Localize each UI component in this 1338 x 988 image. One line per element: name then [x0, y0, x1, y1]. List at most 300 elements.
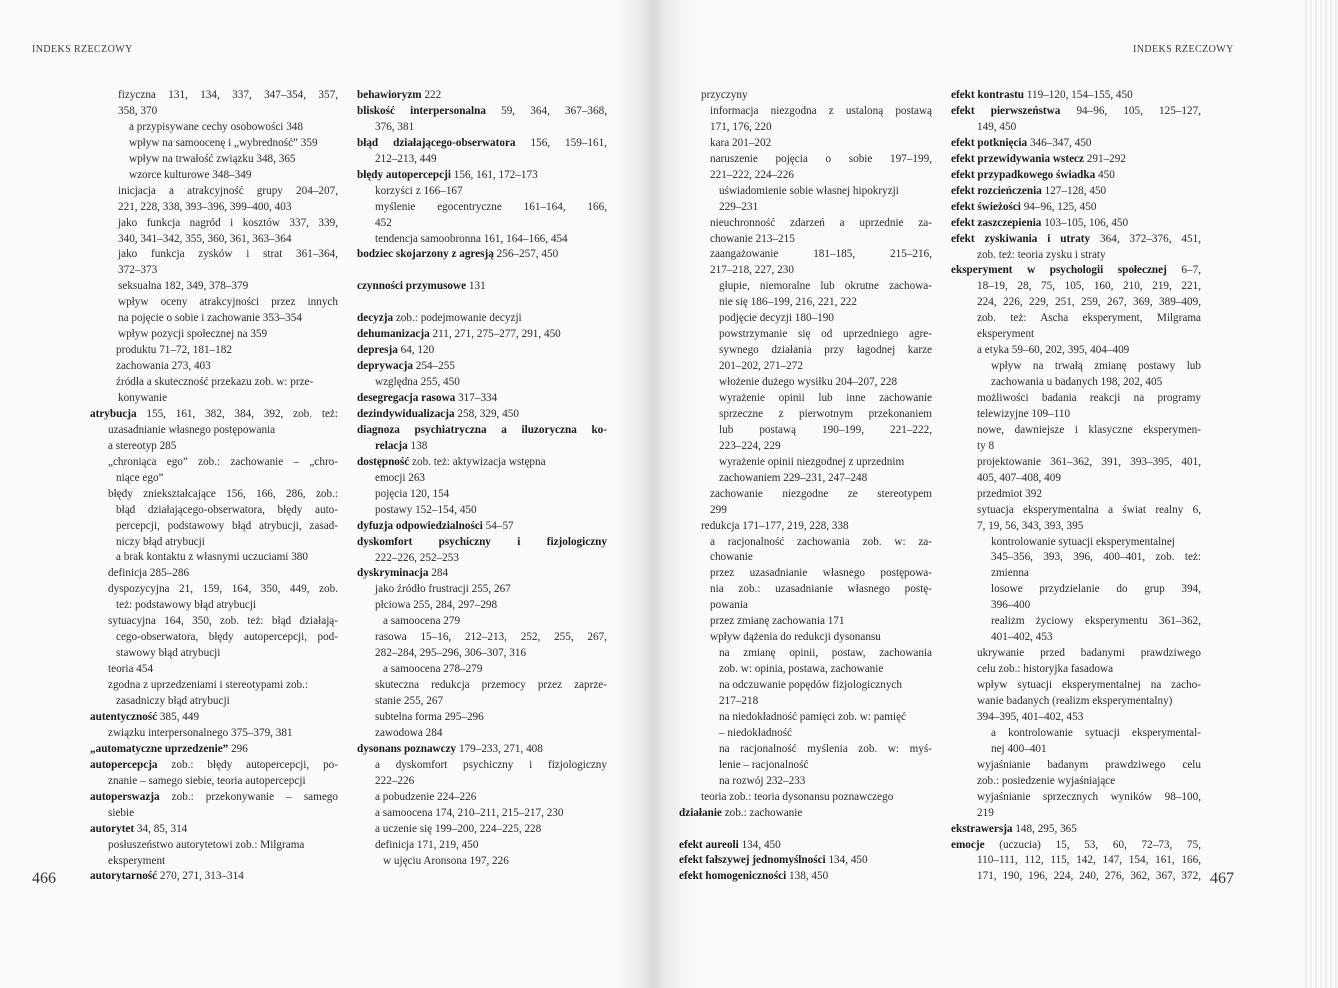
- index-subentry: [90, 582, 338, 598]
- index-text: projektowanie 361–362, 391, 393–395, 401,: [977, 455, 1201, 468]
- index-text: 138: [407, 439, 428, 452]
- index-text: 450: [1095, 168, 1115, 181]
- index-entry: [357, 104, 607, 120]
- index-text: 317–334: [455, 392, 498, 405]
- index-text: chowanie: [710, 551, 753, 564]
- index-text: 258, 329, 450: [454, 407, 519, 420]
- index-subentry: [90, 503, 338, 519]
- index-text: myślenie egocentryczne 161–164, 166,: [375, 200, 607, 213]
- index-term: autentyczność: [90, 710, 158, 723]
- index-term: deprywacja: [357, 360, 413, 373]
- index-subentry: [951, 375, 1201, 391]
- index-subentry: [90, 104, 338, 120]
- index-entry: [357, 279, 607, 295]
- index-term: emocje: [951, 838, 985, 851]
- index-entry: [357, 343, 607, 359]
- index-text: sprzeczne z pierwotnym przekonaniem: [719, 407, 932, 420]
- index-subentry: [90, 88, 338, 104]
- index-subentry: [951, 646, 1201, 662]
- index-subentry: [679, 184, 932, 200]
- index-text: możliwości badania reakcji na programy: [977, 392, 1201, 404]
- index-text: 134, 450: [825, 854, 868, 867]
- index-text: wpływ na trwałą zmianę postawy lub: [991, 360, 1201, 373]
- index-subentry: [357, 662, 607, 678]
- index-entry: [357, 423, 607, 439]
- index-text: 119–120, 154–155, 450: [1024, 89, 1133, 101]
- index-text: wpływ sytuacji eksperymentalnej na zacho-: [977, 679, 1201, 692]
- index-text: korzyści z 166–167: [375, 184, 463, 197]
- index-text: definicja 285–286: [108, 567, 190, 580]
- index-subentry: [679, 343, 932, 359]
- index-text: eksperyment: [108, 854, 166, 867]
- index-text: związku interpersonalnego 375–379, 381: [108, 726, 293, 739]
- index-subentry: [951, 790, 1201, 806]
- index-text: „chroniąca ego” zob.: zachowanie – „chro-: [108, 455, 338, 468]
- index-subentry: [357, 200, 607, 216]
- index-text: na racjonalność myślenia zob. w: myś-: [719, 742, 932, 755]
- index-text: kara 201–202: [710, 136, 772, 149]
- index-text: zasadniczy błąd atrybucji: [116, 695, 230, 708]
- index-text: powania: [710, 599, 748, 612]
- blank-line: [357, 263, 607, 279]
- index-text: 394–395, 401–402, 453: [977, 710, 1084, 723]
- index-subentry: [90, 566, 338, 582]
- page-edge: [1302, 0, 1338, 988]
- index-subentry: [951, 710, 1201, 726]
- index-subentry: [90, 678, 338, 694]
- blank-line: [679, 822, 932, 838]
- index-text: 148, 295, 365: [1012, 822, 1077, 835]
- index-text: zob.: podejmowanie decyzji: [393, 312, 522, 325]
- index-text: wpływ na trwałość związku 348, 365: [129, 152, 296, 165]
- index-text: 212–213, 449: [375, 152, 437, 165]
- index-subentry: [357, 375, 607, 391]
- index-text: wyjaśnianie badanym prawdziwego celu: [977, 758, 1201, 771]
- index-subentry: [679, 407, 932, 423]
- index-subentry: [90, 311, 338, 327]
- index-subentry: [951, 295, 1201, 311]
- index-subentry: [951, 439, 1201, 455]
- index-text: redukcja 171–177, 219, 228, 338: [701, 519, 849, 532]
- index-text: 385, 449: [157, 710, 200, 723]
- index-text: zaangażowanie 181–185, 215–216,: [710, 248, 932, 261]
- index-subentry: [90, 806, 338, 822]
- index-subentry: [90, 854, 338, 870]
- index-text: postawy 152–154, 450: [375, 503, 477, 516]
- index-text: 171, 176, 220: [710, 120, 772, 133]
- page-number-right: 467: [1210, 870, 1234, 887]
- index-text: subtelna forma 295–296: [375, 711, 484, 724]
- index-term: efekt aureoli: [679, 838, 739, 851]
- index-text: lenie – racjonalność: [719, 758, 809, 771]
- index-subentry: [679, 487, 932, 503]
- index-subentry: [951, 503, 1201, 519]
- index-subentry: [90, 279, 338, 295]
- index-text: włożenie dużego wysiłku 204–207, 228: [719, 376, 898, 389]
- index-subentry: [679, 247, 932, 263]
- index-text: uświadomienie sobie własnej hipokryzji: [719, 184, 899, 197]
- index-text: a przypisywane cechy osobowości 348: [129, 120, 303, 133]
- index-subentry: [357, 726, 607, 742]
- index-entry: [357, 535, 607, 551]
- index-term: decyzja: [357, 312, 394, 325]
- index-text: zob. w: opinia, postawa, zachowanie: [719, 663, 884, 676]
- index-subentry: [90, 439, 338, 455]
- index-subentry: [357, 790, 607, 806]
- index-subentry: [90, 662, 338, 678]
- index-text: zachowania u badanych 198, 202, 405: [991, 376, 1163, 389]
- index-text: percepcji, podstawowy błąd atrybucji, zasad-: [116, 519, 338, 532]
- index-term: efekt świeżości: [951, 200, 1021, 213]
- index-column-3: [679, 88, 932, 885]
- index-subentry: [90, 136, 338, 152]
- index-text: 127–128, 450: [1041, 184, 1107, 197]
- index-text: wyrażenie opinii lub inne zachowanie: [719, 392, 932, 404]
- index-text: jako funkcja zysków i strat 361–364,: [118, 248, 338, 261]
- index-subentry: [90, 216, 338, 232]
- index-term: ekstrawersja: [951, 822, 1013, 835]
- index-text: 7, 19, 56, 343, 393, 395: [977, 519, 1084, 532]
- index-subentry: [679, 630, 932, 646]
- index-subentry: [679, 614, 932, 630]
- index-text: naruszenie pojęcia o sobie 197–199,: [710, 152, 932, 165]
- index-text: zob. też: Ascha eksperyment, Milgrama: [977, 312, 1201, 325]
- index-text: sytuacyjna 164, 350, zob. też: błąd działają-: [108, 615, 338, 628]
- index-text: 296: [228, 742, 248, 755]
- index-subentry: [90, 152, 338, 168]
- index-term: dyskomfort psychiczny i fizjologiczny: [357, 535, 607, 548]
- index-text: a dyskomfort psychiczny i fizjologiczny: [375, 758, 607, 771]
- index-entry: [357, 566, 607, 582]
- index-text: a kontrolowanie sytuacji eksperymental-: [991, 726, 1201, 739]
- index-subentry: [90, 327, 338, 343]
- index-subentry: [357, 216, 607, 232]
- index-text: lub postawą 190–199, 221–222,: [719, 423, 932, 436]
- index-entry: [90, 407, 338, 423]
- index-subentry: [679, 327, 932, 343]
- index-entry: [357, 742, 607, 758]
- index-text: zob.: błędy autopercepcji, po-: [157, 758, 338, 771]
- index-text: teoria 454: [108, 663, 154, 676]
- index-subentry: [679, 678, 932, 694]
- index-term: atrybucja: [90, 407, 137, 420]
- index-text: 18–19, 28, 75, 105, 160, 210, 219, 221,: [977, 280, 1201, 293]
- index-subentry: [90, 343, 338, 359]
- index-text: niące ego”: [116, 471, 164, 484]
- index-text: 6–7,: [1166, 264, 1201, 277]
- index-subentry: [679, 263, 932, 279]
- index-text: zgodna z uprzedzeniami i stereotypami zob.:: [108, 679, 309, 692]
- index-text: 405, 407–408, 409: [977, 471, 1061, 484]
- index-text: chowanie 213–215: [710, 232, 795, 245]
- index-term: efekt kontrastu: [951, 89, 1025, 101]
- index-text: a pobudzenie 224–226: [375, 790, 477, 803]
- index-text: 222–226: [375, 774, 415, 787]
- index-subentry: [90, 263, 338, 279]
- index-text: głupie, niemoralne lub okrutne zachowa-: [719, 280, 932, 293]
- index-text: 219: [977, 806, 994, 819]
- index-text: zob.: posiedzenie wyjaśniające: [977, 774, 1116, 787]
- index-term: bliskość interpersonalna: [357, 104, 486, 117]
- index-term: dysonans poznawczy: [357, 742, 457, 755]
- index-entry: [951, 104, 1201, 120]
- index-text: 64, 120: [397, 344, 435, 357]
- index-subentry: [357, 854, 607, 870]
- index-subentry: [679, 455, 932, 471]
- index-subentry: [951, 774, 1201, 790]
- index-subentry: [357, 487, 607, 503]
- index-text: 372–373: [118, 264, 158, 277]
- index-subentry: [679, 503, 932, 519]
- index-subentry: [357, 503, 607, 519]
- index-term: „automatyczne uprzedzenie”: [90, 742, 229, 755]
- index-entry: [90, 710, 338, 726]
- index-text: ukrywanie przed badanymi prawdziwego: [977, 647, 1201, 660]
- index-subentry: [951, 120, 1201, 136]
- index-text: 364, 372–376, 451,: [1090, 232, 1201, 245]
- index-text: nej 400–401: [991, 742, 1047, 755]
- index-text: 217–218, 227, 230: [710, 264, 794, 277]
- index-subentry: [90, 455, 338, 471]
- index-term: efekt przypadkowego świadka: [951, 168, 1096, 181]
- index-text: 229–231: [719, 200, 759, 213]
- index-text: 358, 370: [118, 104, 158, 117]
- index-text: 103–105, 106, 450: [1041, 216, 1129, 229]
- page-number-left: 466: [32, 870, 56, 887]
- index-text: nie się 186–199, 216, 221, 222: [719, 296, 857, 309]
- index-subentry: [90, 200, 338, 216]
- index-subentry: [90, 694, 338, 710]
- index-text: zob. też: teoria zysku i straty: [977, 248, 1106, 261]
- index-entry: [951, 168, 1201, 184]
- index-text: przyczyny: [701, 89, 748, 101]
- index-subentry: [90, 391, 338, 407]
- index-subentry: [679, 216, 932, 232]
- index-text: cego-obserwatora, błędy autopercepcji, pod-: [116, 631, 338, 644]
- index-text: błąd działającego-obserwatora, błędy auto-: [116, 503, 338, 516]
- index-subentry: [951, 566, 1201, 582]
- index-entry: [951, 136, 1201, 152]
- index-term: efekt homogeniczności: [679, 870, 787, 883]
- index-subentry: [90, 359, 338, 375]
- index-subentry: [357, 822, 607, 838]
- index-text: 179–233, 271, 408: [456, 742, 543, 755]
- index-subentry: [679, 742, 932, 758]
- index-subentry: [679, 391, 932, 407]
- index-term: efekt rozcieńczenia: [951, 184, 1042, 197]
- index-entry: [357, 168, 607, 184]
- index-text: wpływ dążenia do redukcji dysonansu: [710, 631, 881, 644]
- index-entry: [90, 790, 338, 806]
- index-text: 376, 381: [375, 120, 415, 133]
- index-text: 156, 159–161,: [515, 136, 607, 149]
- index-entry: [679, 853, 932, 869]
- index-text: przez uzasadnianie własnego postępowa-: [710, 567, 932, 580]
- index-subentry: [679, 295, 932, 311]
- index-subentry: [679, 423, 932, 439]
- index-subentry: [951, 487, 1201, 503]
- index-text: telewizyjne 109–110: [977, 407, 1071, 420]
- index-text: względna 255, 450: [375, 376, 460, 389]
- index-text: a stereotyp 285: [108, 439, 177, 452]
- index-term: dyfuzja odpowiedzialności: [357, 519, 483, 532]
- index-column-4: [951, 88, 1201, 885]
- index-term: autopercepcja: [90, 758, 158, 771]
- index-text: konywanie: [118, 392, 168, 405]
- index-subentry: [90, 184, 338, 200]
- index-text: wpływ pozycji społecznej na 359: [118, 328, 268, 341]
- index-subentry: [679, 200, 932, 216]
- index-subentry: [357, 774, 607, 790]
- index-subentry: [951, 407, 1201, 423]
- index-text: wyrażenie opinii niezgodnej z uprzednim: [719, 455, 905, 468]
- index-text: 134, 450: [738, 838, 781, 851]
- index-subentry: [679, 311, 932, 327]
- index-entry: [357, 455, 607, 471]
- index-text: 171, 190, 196, 224, 240, 276, 362, 367, 372,: [977, 870, 1201, 883]
- index-entry: [357, 407, 607, 423]
- index-text: 254–255: [412, 360, 455, 373]
- index-subentry: [357, 582, 607, 598]
- index-subentry: [679, 104, 932, 120]
- index-text: 156, 161, 172–173: [450, 168, 538, 181]
- index-text: 131: [466, 280, 486, 293]
- index-text: 396–400: [991, 599, 1031, 612]
- index-subentry: [357, 646, 607, 662]
- index-text: 201–202, 271–272: [719, 360, 803, 373]
- index-text: źródła a skuteczność przekazu zob. w: prze-: [116, 376, 314, 389]
- index-subentry: [357, 694, 607, 710]
- blank-line: [357, 295, 607, 311]
- index-text: seksualna 182, 349, 378–379: [118, 280, 249, 293]
- index-subentry: [679, 519, 932, 535]
- index-term: autoperswazja: [90, 790, 160, 803]
- index-text: przez zmianę zachowania 171: [710, 615, 845, 628]
- index-text: przedmiot 392: [977, 487, 1042, 500]
- index-text: w ujęciu Aronsona 197, 226: [383, 854, 509, 867]
- index-term: efekt przewidywania wstecz: [951, 152, 1084, 165]
- index-text: 110–111, 112, 115, 142, 147, 154, 161, 166,: [977, 854, 1201, 867]
- index-text: celu zob.: historyjka fasadowa: [977, 663, 1114, 676]
- index-subentry: [951, 614, 1201, 630]
- index-text: 299: [710, 503, 727, 516]
- index-subentry: [357, 152, 607, 168]
- index-subentry: [951, 550, 1201, 566]
- index-text: wanie badanych (realizm eksperymentalny): [977, 694, 1173, 707]
- index-subentry: [90, 519, 338, 535]
- index-text: posłuszeństwo autorytetowi zob.: Milgrama: [108, 838, 305, 851]
- index-text: nia zob.: uzasadnianie własnego postę-: [710, 583, 932, 596]
- index-text: a racjonalność zachowania zob. w: za-: [710, 535, 932, 548]
- index-term: efekt zyskiwania i utraty: [951, 232, 1091, 245]
- index-text: na zmianę opinii, postaw, zachowania: [719, 647, 932, 660]
- index-text: pojęcia 120, 154: [375, 487, 450, 500]
- index-column-2: [357, 88, 607, 870]
- index-text: zob.: zachowanie: [721, 806, 803, 819]
- index-subentry: [679, 535, 932, 551]
- index-text: na rozwój 232–233: [719, 774, 806, 787]
- index-entry: [357, 359, 607, 375]
- index-subentry: [90, 295, 338, 311]
- index-text: 34, 85, 314: [134, 822, 188, 835]
- index-entry: [951, 200, 1201, 216]
- index-entry: [679, 869, 932, 885]
- index-subentry: [90, 774, 338, 790]
- index-entry: [357, 519, 607, 535]
- index-subentry: [679, 168, 932, 184]
- index-subentry: [90, 423, 338, 439]
- index-subentry: [679, 88, 932, 104]
- index-subentry: [951, 582, 1201, 598]
- index-term: behawioryzm: [357, 89, 422, 101]
- index-text: inicjacja a atrakcyjność grupy 204–207,: [118, 184, 338, 197]
- index-text: 138, 450: [786, 870, 829, 883]
- index-term: efekt fałszywej jednomyślności: [679, 854, 826, 867]
- index-text: wzorce kulturowe 348–349: [129, 168, 252, 181]
- index-text: jako źródło frustracji 255, 267: [375, 583, 511, 596]
- index-text: powstrzymanie się od uprzedniego agre-: [719, 328, 932, 341]
- index-entry: [951, 216, 1201, 232]
- index-text: dyspozycyjna 21, 159, 164, 350, 449, zob.: [108, 583, 338, 596]
- index-term: błąd działającego-obserwatora: [357, 136, 516, 149]
- index-entry: [357, 88, 607, 104]
- index-entry: [90, 822, 338, 838]
- running-header-right: INDEKS RZECZOWY: [1133, 44, 1234, 55]
- index-subentry: [357, 551, 607, 567]
- index-entry: [357, 391, 607, 407]
- index-text: 94–96, 105, 125–127,: [1060, 104, 1201, 117]
- index-entry: [951, 184, 1201, 200]
- index-text: realizm życiowy eksperymentu 361–362,: [991, 615, 1201, 628]
- index-text: na niedokładność pamięci zob. w: pamięć: [719, 710, 907, 723]
- index-text: wyjaśnianie sprzecznych wyników 98–100,: [977, 790, 1201, 803]
- index-text: na odczuwanie popędów fizjologicznych: [719, 679, 902, 692]
- index-text: 222: [421, 89, 442, 101]
- index-subentry: [679, 758, 932, 774]
- index-subentry: [679, 662, 932, 678]
- index-subentry: [951, 423, 1201, 439]
- index-text: a samoocena 278–279: [383, 663, 483, 676]
- index-term: relacja: [375, 439, 408, 452]
- index-text: sywnego działania przy łagodnej karze: [719, 344, 932, 357]
- index-text: zob. też: aktywizacja wstępna: [409, 455, 546, 468]
- index-entry: [951, 88, 1201, 104]
- index-text: 284: [428, 567, 449, 580]
- index-text: nieuchronność zdarzeń a uprzednie za-: [710, 216, 932, 229]
- index-text: płciowa 255, 284, 297–298: [375, 599, 498, 612]
- index-subentry: [679, 726, 932, 742]
- index-term: desegregacja rasowa: [357, 392, 456, 405]
- index-entry: [951, 822, 1201, 838]
- index-entry: [679, 806, 932, 822]
- index-text: uzasadnianie własnego postępowania: [108, 423, 276, 436]
- index-term: eksperyment w psychologii społecznej: [951, 264, 1167, 277]
- index-text: zachowania 273, 403: [116, 360, 211, 373]
- index-subentry: [679, 598, 932, 614]
- index-text: 452: [375, 216, 392, 229]
- index-subentry: [357, 184, 607, 200]
- index-term: dezindywidualizacja: [357, 407, 455, 420]
- index-text: ty 8: [977, 439, 995, 452]
- index-text: wpływ oceny atrakcyjności przez innych: [118, 296, 338, 309]
- index-entry: [357, 311, 607, 327]
- index-text: fizyczna 131, 134, 337, 347–354, 357,: [118, 89, 338, 101]
- index-subentry: [951, 248, 1201, 264]
- index-text: eksperyment: [977, 328, 1035, 341]
- index-text: 149, 450: [977, 120, 1017, 133]
- index-term: bodziec skojarzony z agresją: [357, 248, 494, 261]
- index-subentry: [357, 614, 607, 630]
